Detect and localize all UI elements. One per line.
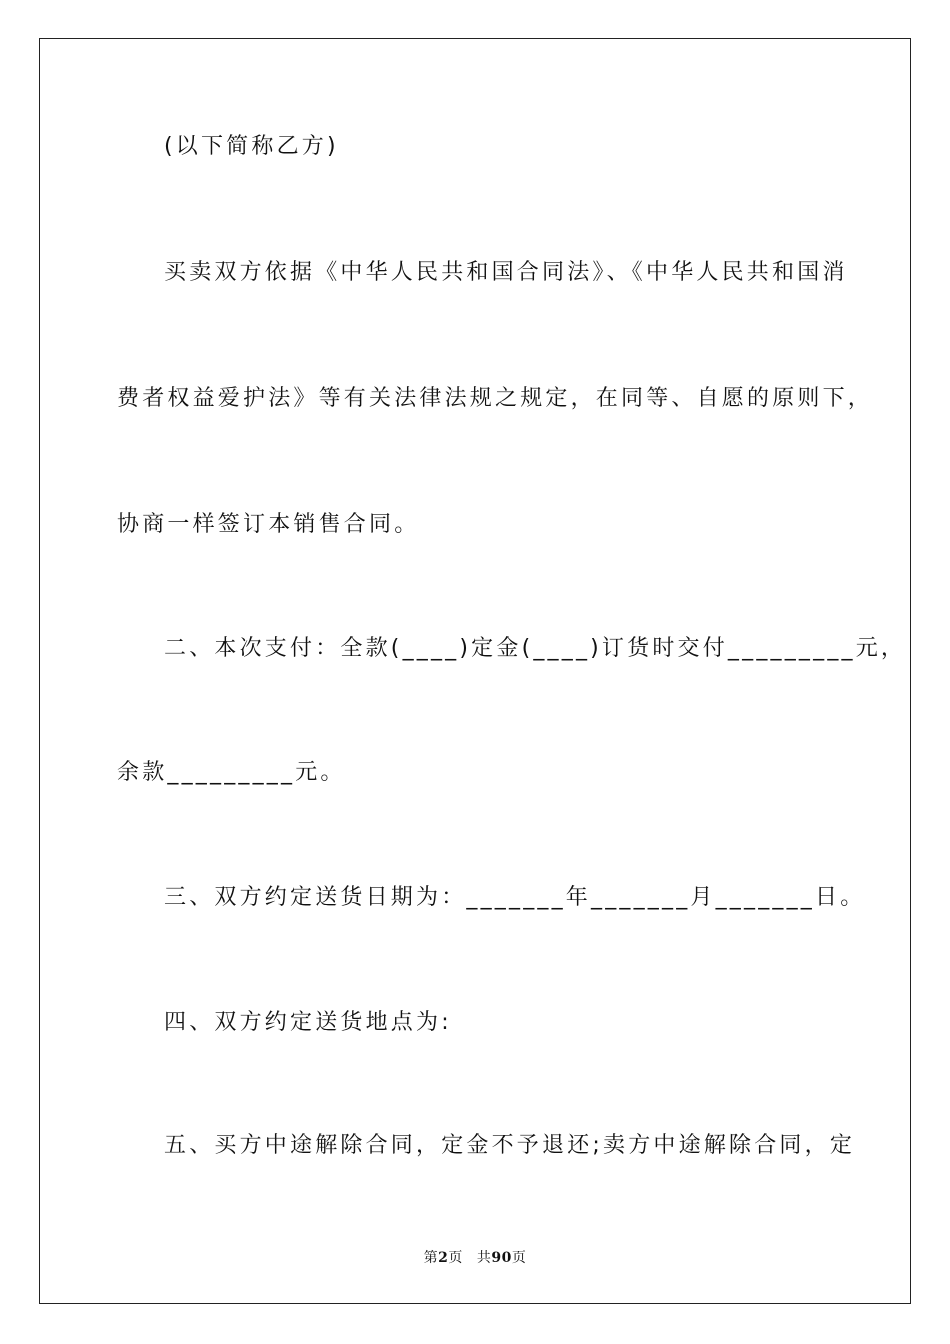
text-line-4: 协商一样签订本销售合同。	[117, 512, 420, 537]
text-line-5: 二、本次支付：全款(____)定金(____)订货时交付_________元，	[164, 636, 907, 661]
page-suffix: 页	[448, 1250, 463, 1266]
text-line-3: 费者权益爱护法》等有关法律法规之规定，在同等、自愿的原则下，	[117, 386, 874, 411]
page-footer	[0, 1247, 950, 1267]
page-prefix: 第	[423, 1250, 439, 1266]
total-prefix: 共	[476, 1250, 492, 1266]
page-frame	[39, 38, 911, 1304]
text-line-7: 三、双方约定送货日期为：_______年_______月_______日。	[164, 885, 866, 910]
text-line-6: 余款_________元。	[117, 760, 346, 785]
text-line-2: 买卖双方依据《中华人民共和国合同法》、《中华人民共和国消	[164, 260, 848, 285]
page-number: 2	[438, 1250, 449, 1266]
text-line-8: 四、双方约定送货地点为:	[164, 1010, 452, 1035]
total-suffix: 页	[511, 1250, 527, 1266]
text-line-1: (以下简称乙方)	[164, 134, 339, 159]
total-pages: 90	[491, 1250, 512, 1266]
text-line-9: 五、买方中途解除合同，定金不予退还;卖方中途解除合同，定	[164, 1133, 856, 1158]
